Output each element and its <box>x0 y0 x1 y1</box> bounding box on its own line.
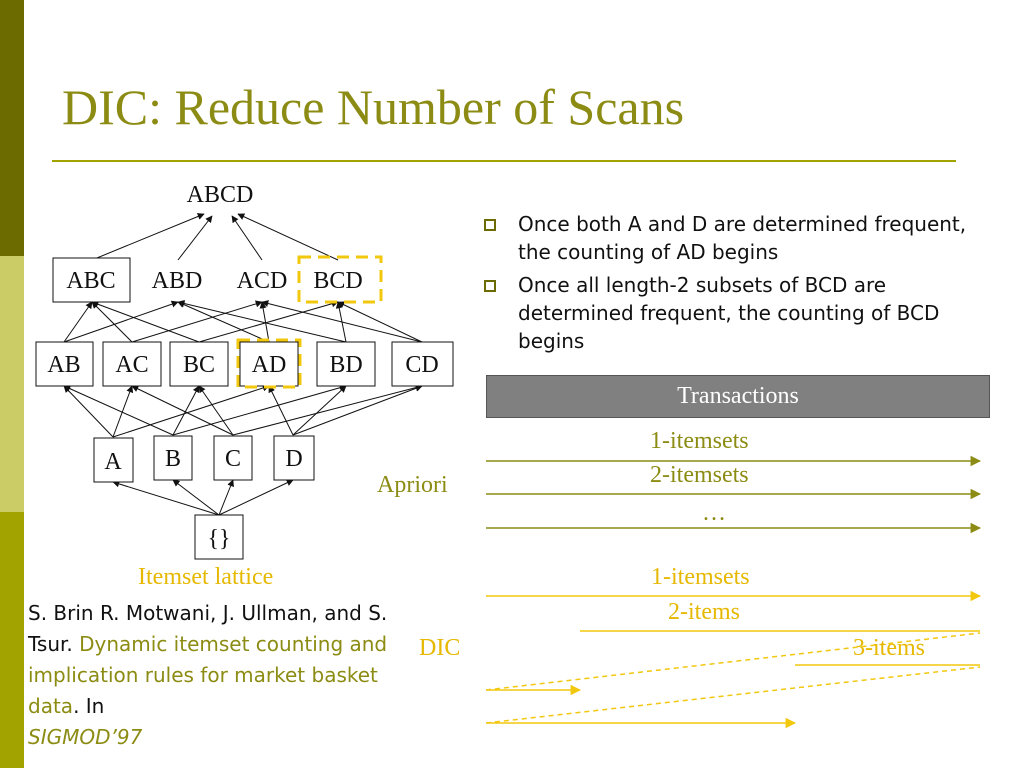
bullet-list <box>484 210 1004 360</box>
citation-title: Dynamic itemset counting and implication rules for market basket data <box>28 632 388 718</box>
apriori-pass-1-label: 1-itemsets <box>650 428 749 454</box>
square-bullet-icon <box>484 280 496 292</box>
apriori-label: Apriori <box>377 472 448 498</box>
lattice-node-d: D <box>285 446 303 472</box>
lattice-node-cd: CD <box>405 352 439 378</box>
lattice-node-ac: AC <box>115 352 149 378</box>
dic-pass-3-label: 3-items <box>853 635 925 661</box>
lattice-node-empty: {} <box>207 526 231 552</box>
lattice-node-b: B <box>164 446 182 472</box>
square-bullet-icon <box>484 219 496 231</box>
slide-title: DIC: Reduce Number of Scans <box>62 79 685 135</box>
lattice-node-ab: AB <box>47 352 81 378</box>
dic-label: DIC <box>419 635 461 661</box>
lattice-node-bcd: BCD <box>313 268 363 294</box>
lattice-node-a: A <box>104 449 122 475</box>
dic-pass-3-wrap <box>486 667 980 723</box>
lattice-caption: Itemset lattice <box>138 564 274 590</box>
lattice-node-abd: ABD <box>151 268 203 294</box>
bullet-item <box>484 210 1004 266</box>
lattice-node-abcd: ABCD <box>186 182 254 208</box>
bullet-text: Once all length-2 subsets of BCD are determined frequent, the counting of BCD begins <box>518 273 940 353</box>
apriori-pass-2-label: 2-itemsets <box>650 462 749 488</box>
dic-pass-1-label: 1-itemsets <box>651 564 750 590</box>
transactions-header: Transactions <box>486 375 990 418</box>
citation-authors: S. Brin R. Motwani, J. Ullman, and S. Tsur. <box>28 601 388 656</box>
lattice-node-c: C <box>224 446 242 472</box>
bullet-item <box>484 271 1004 355</box>
citation <box>28 598 413 753</box>
lattice-node-bd: BD <box>329 352 363 378</box>
citation-venue: SIGMOD’97 <box>28 725 143 749</box>
lattice-node-ad: AD <box>251 352 287 378</box>
apriori-pass-3-label: … <box>702 500 726 526</box>
lattice-node-bc: BC <box>182 352 216 378</box>
citation-mid: . In <box>73 694 105 718</box>
bullet-text: Once both A and D are determined frequent, the counting of AD begins <box>518 212 967 264</box>
lattice-node-abc: ABC <box>66 268 116 294</box>
dic-pass-2-label: 2-items <box>668 599 740 625</box>
lattice-node-acd: ACD <box>236 268 288 294</box>
